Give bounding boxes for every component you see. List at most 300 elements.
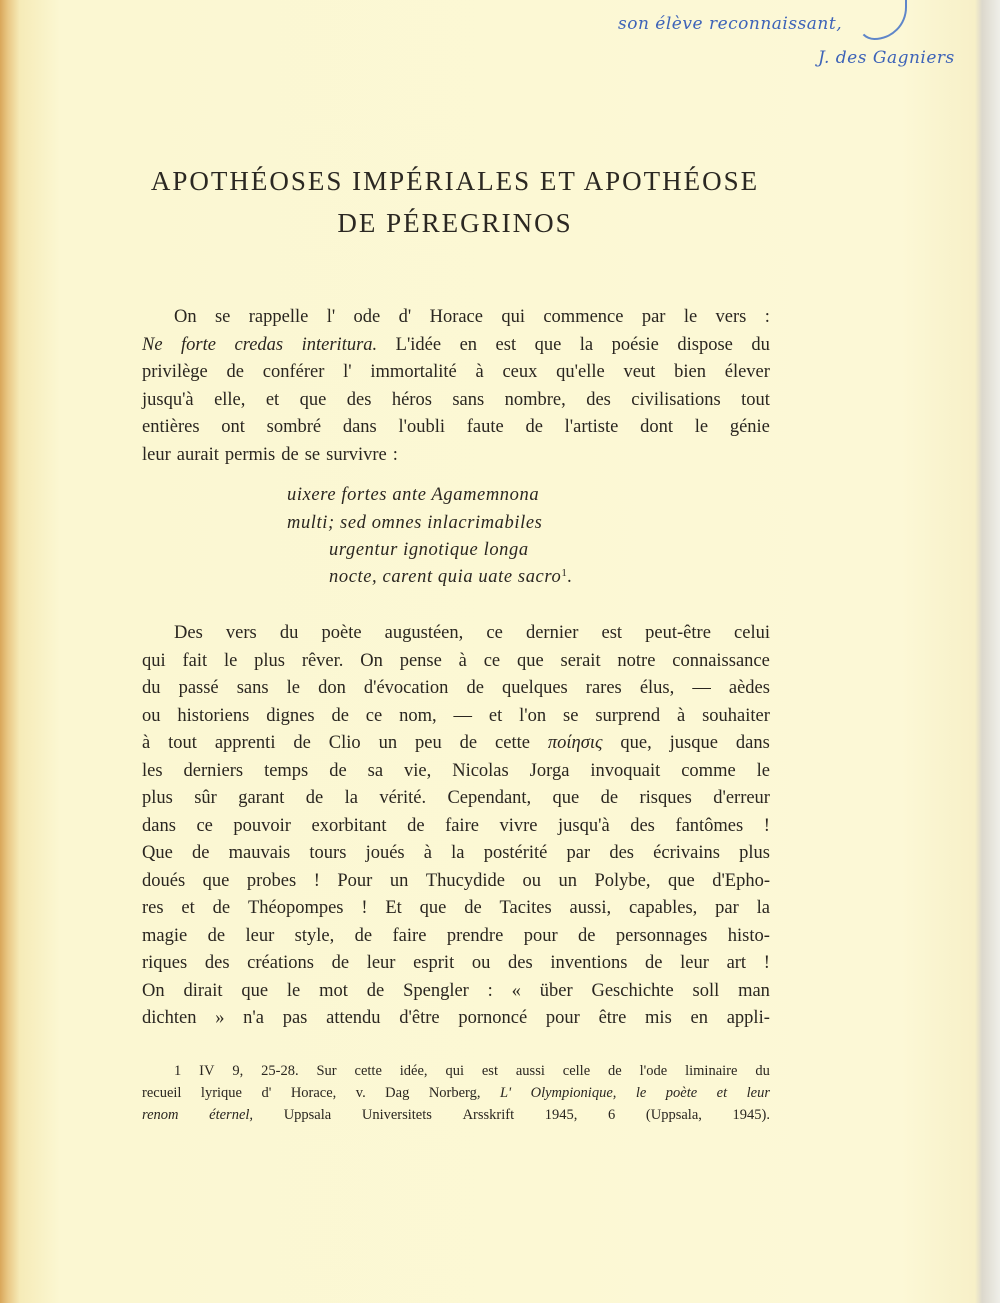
- text-line: [142, 1005, 770, 1033]
- word: mot: [319, 980, 348, 1001]
- word: le: [694, 417, 709, 437]
- word: des: [630, 815, 655, 836]
- word: est: [495, 334, 517, 355]
- text-line: [142, 923, 770, 951]
- word: dernier: [525, 623, 579, 643]
- word: 1945,: [544, 1107, 578, 1123]
- word: recueil: [142, 1085, 182, 1101]
- word: fantômes: [675, 815, 744, 836]
- word: 6: [608, 1107, 616, 1123]
- word: leur: [680, 953, 709, 973]
- word: d'être: [399, 1008, 440, 1028]
- word: pas: [282, 1008, 308, 1028]
- word: civilisations: [631, 389, 721, 410]
- word: Polybe,: [594, 870, 651, 891]
- footnote-mark: 1: [561, 567, 568, 579]
- word: à: [475, 362, 484, 382]
- word: et: [265, 389, 280, 410]
- word: interitura.: [301, 334, 378, 355]
- word: d'évocation: [363, 678, 449, 698]
- verse-text: nocte, carent quia uate sacro: [329, 567, 562, 587]
- signature-flourish: [858, 0, 907, 40]
- word: entières: [142, 417, 200, 437]
- word: Dag: [385, 1085, 410, 1101]
- word: de: [207, 925, 226, 946]
- word: ode: [353, 307, 381, 327]
- verse-line: nocte, carent quia uate sacro$^1$.: [329, 567, 573, 587]
- word: res: [142, 898, 164, 918]
- word: des: [508, 953, 533, 973]
- word: vers: [715, 307, 747, 327]
- word: l': [343, 362, 352, 382]
- word: écrivains: [653, 843, 720, 863]
- word: des: [204, 953, 230, 973]
- word: le: [286, 678, 300, 698]
- word: passé: [178, 678, 219, 698]
- word: idée,: [399, 1063, 428, 1079]
- text-line: [142, 304, 770, 332]
- text-line: [142, 703, 770, 731]
- word: man: [738, 980, 770, 1001]
- word: invoquait: [590, 760, 661, 781]
- word: style,: [294, 925, 335, 946]
- word: la: [344, 788, 358, 808]
- word: en: [690, 1008, 708, 1028]
- word: de: [578, 925, 596, 946]
- word: appli-: [726, 1008, 770, 1028]
- word: Horace,: [290, 1085, 337, 1101]
- word: magie: [142, 925, 188, 946]
- word: Ne: [142, 334, 163, 355]
- word: temps: [264, 760, 309, 781]
- word: du: [279, 623, 299, 643]
- text-line: [142, 813, 770, 841]
- word: les: [142, 760, 163, 781]
- word: !: [361, 898, 368, 918]
- word: de: [464, 898, 482, 918]
- word: dans: [735, 733, 770, 753]
- word: du: [751, 334, 770, 355]
- word: leur: [142, 444, 171, 465]
- word: élus,: [639, 678, 675, 698]
- paragraph-2: [142, 620, 770, 1033]
- word: ou: [471, 953, 491, 973]
- word: Pour: [337, 870, 373, 891]
- word: riques: [142, 953, 188, 973]
- word: conférer: [262, 362, 325, 382]
- word: et: [181, 898, 195, 918]
- word: probes: [246, 870, 297, 891]
- verse-line: uixere fortes ante Agamemnona: [287, 485, 540, 505]
- word: ce: [486, 623, 503, 643]
- text-line: [142, 978, 770, 1006]
- word: serait: [560, 650, 601, 671]
- word: 1: [174, 1063, 182, 1079]
- word: mauvais: [228, 843, 291, 863]
- word: Clio: [328, 733, 361, 753]
- text-line: [142, 730, 770, 758]
- verse-line: multi; sed omnes inlacrimabiles: [287, 513, 543, 533]
- word: pornoncé: [458, 1008, 528, 1028]
- word: »: [215, 1008, 225, 1028]
- word: Des: [174, 623, 203, 643]
- word: capables,: [628, 898, 698, 918]
- word: survivre: [326, 444, 387, 465]
- word: d'erreur: [713, 788, 770, 808]
- word: pour: [523, 925, 558, 946]
- word: plus: [739, 843, 770, 863]
- word: tours: [309, 843, 347, 863]
- word: (Uppsala,: [645, 1107, 702, 1123]
- word: 9,: [232, 1063, 244, 1079]
- word: faire: [392, 925, 427, 946]
- word: ποίησις: [547, 733, 603, 753]
- word: d'Epho-: [712, 870, 770, 891]
- word: du: [142, 678, 161, 698]
- word: historiens: [177, 705, 250, 726]
- word: l'artiste: [564, 417, 619, 437]
- word: de: [407, 815, 425, 836]
- word: cette: [354, 1063, 382, 1079]
- word: à: [423, 843, 433, 863]
- word: la: [451, 843, 465, 863]
- paragraph-1: [142, 304, 770, 469]
- word: souhaiter: [702, 705, 770, 726]
- word: elle,: [214, 389, 246, 410]
- word: jusqu'à: [558, 815, 610, 836]
- word: de: [525, 417, 543, 437]
- word: ce: [365, 705, 383, 726]
- word: L'idée: [395, 334, 442, 355]
- text-line: [142, 332, 770, 360]
- word: Thucydide: [425, 870, 505, 891]
- word: de: [305, 788, 324, 808]
- word: cette: [495, 733, 530, 753]
- article-title-line1: APOTHÉOSES IMPÉRIALES ET APOTHÉOSE: [150, 166, 760, 196]
- word: nom,: [399, 705, 437, 726]
- word: permis: [224, 444, 276, 465]
- word: par: [715, 898, 739, 918]
- word: que: [667, 870, 695, 891]
- word: un: [389, 870, 409, 891]
- word: rappelle: [248, 307, 309, 327]
- word: leur: [746, 1085, 770, 1101]
- word: IV: [199, 1063, 215, 1079]
- word: —: [453, 705, 473, 726]
- word: immortalité: [370, 362, 457, 382]
- word: qui: [142, 650, 166, 671]
- word: Théopompes: [247, 898, 344, 918]
- word: On: [360, 650, 383, 671]
- word: nombre,: [504, 389, 566, 410]
- word: qu'elle: [556, 362, 605, 382]
- word: connaissance: [672, 650, 770, 671]
- word: augustéen,: [384, 623, 464, 643]
- word: la: [756, 898, 770, 918]
- word: Et: [385, 898, 402, 918]
- word: qui: [445, 1063, 464, 1079]
- word: se: [214, 307, 231, 327]
- text-line: [142, 785, 770, 813]
- text-line: [142, 675, 770, 703]
- word: lyrique: [200, 1085, 242, 1101]
- word: Spengler: [403, 980, 469, 1001]
- word: derniers: [183, 760, 244, 781]
- word: dichten: [142, 1008, 197, 1028]
- word: qui: [501, 307, 525, 327]
- word: attendu: [326, 1008, 381, 1028]
- word: l'oubli: [398, 417, 446, 437]
- word: le: [756, 760, 770, 781]
- word: poète: [321, 623, 362, 643]
- word: :: [392, 444, 398, 465]
- word: de: [212, 898, 231, 918]
- word: quelques: [501, 678, 568, 698]
- word: d': [398, 307, 412, 327]
- word: Que: [142, 843, 173, 863]
- word: ont: [221, 417, 245, 437]
- word: se: [304, 444, 321, 465]
- word: le: [683, 307, 698, 327]
- word: sans: [236, 678, 269, 698]
- word: des: [609, 843, 634, 863]
- word: aurait: [176, 444, 219, 465]
- word: sa: [367, 760, 384, 781]
- word: plus: [254, 650, 285, 671]
- word: fait: [182, 650, 208, 671]
- word: Olympionique,: [530, 1085, 617, 1101]
- word: ou: [142, 705, 161, 726]
- word: prendre: [446, 925, 504, 946]
- word: de: [600, 788, 619, 808]
- word: dans: [342, 417, 377, 437]
- handwritten-dedication: son élève reconnaissant,: [618, 14, 843, 34]
- word: risques: [639, 788, 692, 808]
- word: que,: [620, 733, 652, 753]
- word: ce: [196, 815, 213, 836]
- word: jusqu'à: [142, 389, 194, 410]
- word: Jorga: [529, 760, 570, 781]
- word: des: [586, 389, 611, 410]
- word: joués: [365, 843, 405, 863]
- word: de: [191, 843, 210, 863]
- word: Geschichte: [591, 980, 674, 1001]
- word: Universitets: [361, 1107, 432, 1123]
- word: histo-: [727, 925, 770, 946]
- word: —: [692, 678, 711, 698]
- word: créations: [247, 953, 314, 973]
- word: jusque: [669, 733, 718, 753]
- word: que: [552, 788, 580, 808]
- word: postérité: [483, 843, 548, 863]
- word: exorbitant: [311, 815, 387, 836]
- word: :: [764, 307, 770, 327]
- word: est: [601, 623, 623, 643]
- word: apprenti: [214, 733, 276, 753]
- word: !: [763, 953, 770, 973]
- word: mis: [645, 1008, 672, 1028]
- word: poète: [665, 1085, 698, 1101]
- word: !: [313, 870, 320, 891]
- word: privilège: [142, 362, 208, 382]
- text-line: [142, 442, 770, 470]
- word: pense: [399, 650, 442, 671]
- word: ceux: [502, 362, 538, 382]
- word: la: [579, 334, 594, 355]
- text-line: [142, 387, 770, 415]
- word: Arsskrift: [462, 1107, 515, 1123]
- word: surprend: [595, 705, 661, 726]
- word: le: [286, 980, 301, 1001]
- word: 1945).: [732, 1107, 770, 1123]
- word: un: [558, 870, 577, 891]
- text-line: [142, 840, 770, 868]
- word: de: [466, 678, 484, 698]
- word: ou: [522, 870, 541, 891]
- word: se: [563, 705, 579, 726]
- word: «: [511, 980, 521, 1001]
- word: pouvoir: [233, 815, 291, 836]
- word: art: [726, 953, 747, 973]
- word: tout: [741, 389, 770, 410]
- word: garant: [238, 788, 285, 808]
- word: le: [635, 1085, 647, 1101]
- text-line: [142, 895, 770, 923]
- word: n'a: [243, 1008, 264, 1028]
- word: l'on: [519, 705, 547, 726]
- word: du: [755, 1063, 770, 1079]
- word: un: [378, 733, 398, 753]
- text-line: [142, 620, 770, 648]
- footnote: [142, 1060, 770, 1126]
- word: sombré: [266, 417, 322, 437]
- word: de: [226, 362, 244, 382]
- word: forte: [181, 334, 216, 355]
- word: à: [676, 705, 686, 726]
- word: l': [326, 307, 336, 327]
- word: vers: [225, 623, 257, 643]
- text-line: [142, 414, 770, 442]
- word: dans: [142, 815, 176, 836]
- word: rares: [585, 678, 622, 698]
- word: de: [329, 760, 347, 781]
- word: tout: [168, 733, 197, 753]
- word: de: [354, 925, 373, 946]
- word: inventions: [550, 953, 628, 973]
- word: notre: [617, 650, 656, 671]
- word: peu: [415, 733, 442, 753]
- word: et: [716, 1085, 728, 1101]
- word: :: [487, 980, 493, 1001]
- word: aussi: [515, 1063, 545, 1079]
- word: que: [202, 870, 230, 891]
- word: credas: [234, 334, 284, 355]
- word: être: [598, 1008, 627, 1028]
- word: le: [223, 650, 238, 671]
- word: dignes: [266, 705, 315, 726]
- word: de: [331, 705, 349, 726]
- text-line: [142, 648, 770, 676]
- word: dispose: [677, 334, 733, 355]
- word: bien: [674, 362, 706, 382]
- word: don: [318, 678, 346, 698]
- text-line: [142, 1060, 770, 1082]
- word: que: [299, 389, 327, 410]
- handwritten-signature: J. des Gagniers: [818, 48, 955, 68]
- word: celle: [562, 1063, 591, 1079]
- word: faire: [445, 815, 479, 836]
- text-line: [142, 1082, 770, 1104]
- text-line: [142, 868, 770, 896]
- word: d': [261, 1085, 272, 1101]
- word: !: [763, 815, 770, 836]
- word: esprit: [413, 953, 455, 973]
- word: éternel,: [209, 1107, 254, 1123]
- word: faute: [466, 417, 504, 437]
- word: est: [481, 1063, 498, 1079]
- word: de: [366, 980, 385, 1001]
- word: rêver.: [301, 650, 344, 671]
- text-line: [142, 758, 770, 786]
- word: que: [241, 980, 269, 1001]
- word: vie,: [404, 760, 432, 781]
- word: aèdes: [728, 678, 770, 698]
- word: On: [174, 307, 197, 327]
- word: à: [142, 733, 151, 753]
- word: liminaire: [685, 1063, 738, 1079]
- word: Horace: [429, 307, 483, 327]
- word: soll: [692, 980, 720, 1001]
- word: l'ode: [639, 1063, 668, 1079]
- word: par: [566, 843, 591, 863]
- text-line: [142, 950, 770, 978]
- word: comme: [681, 760, 736, 781]
- word: ce: [483, 650, 501, 671]
- word: de: [331, 953, 350, 973]
- word: élever: [724, 362, 770, 382]
- word: veut: [623, 362, 656, 382]
- word: de: [608, 1063, 622, 1079]
- word: dont: [640, 417, 673, 437]
- word: commence: [543, 307, 624, 327]
- word: personnages: [615, 925, 708, 946]
- word: aussi,: [569, 898, 612, 918]
- word: On: [142, 980, 165, 1001]
- word: sûr: [194, 788, 217, 808]
- word: que: [534, 334, 562, 355]
- word: Norberg,: [428, 1085, 481, 1101]
- word: Cependant,: [447, 788, 532, 808]
- word: über: [539, 980, 573, 1001]
- article-title-line2: DE PÉREGRINOS: [337, 208, 573, 238]
- word: par: [641, 307, 666, 327]
- word: v.: [355, 1085, 366, 1101]
- text-line: [142, 359, 770, 387]
- word: renom: [142, 1107, 179, 1123]
- word: vivre: [499, 815, 538, 836]
- word: Nicolas: [452, 760, 509, 781]
- word: peut-être: [645, 623, 711, 643]
- word: celui: [734, 623, 770, 643]
- word: leur: [366, 953, 396, 973]
- text-line: [142, 1104, 770, 1126]
- word: plus: [142, 788, 173, 808]
- verse-line: urgentur ignotique longa: [329, 540, 529, 560]
- word: et: [488, 705, 503, 726]
- word: leur: [245, 925, 275, 946]
- word: en: [459, 334, 478, 355]
- word: L': [499, 1085, 512, 1101]
